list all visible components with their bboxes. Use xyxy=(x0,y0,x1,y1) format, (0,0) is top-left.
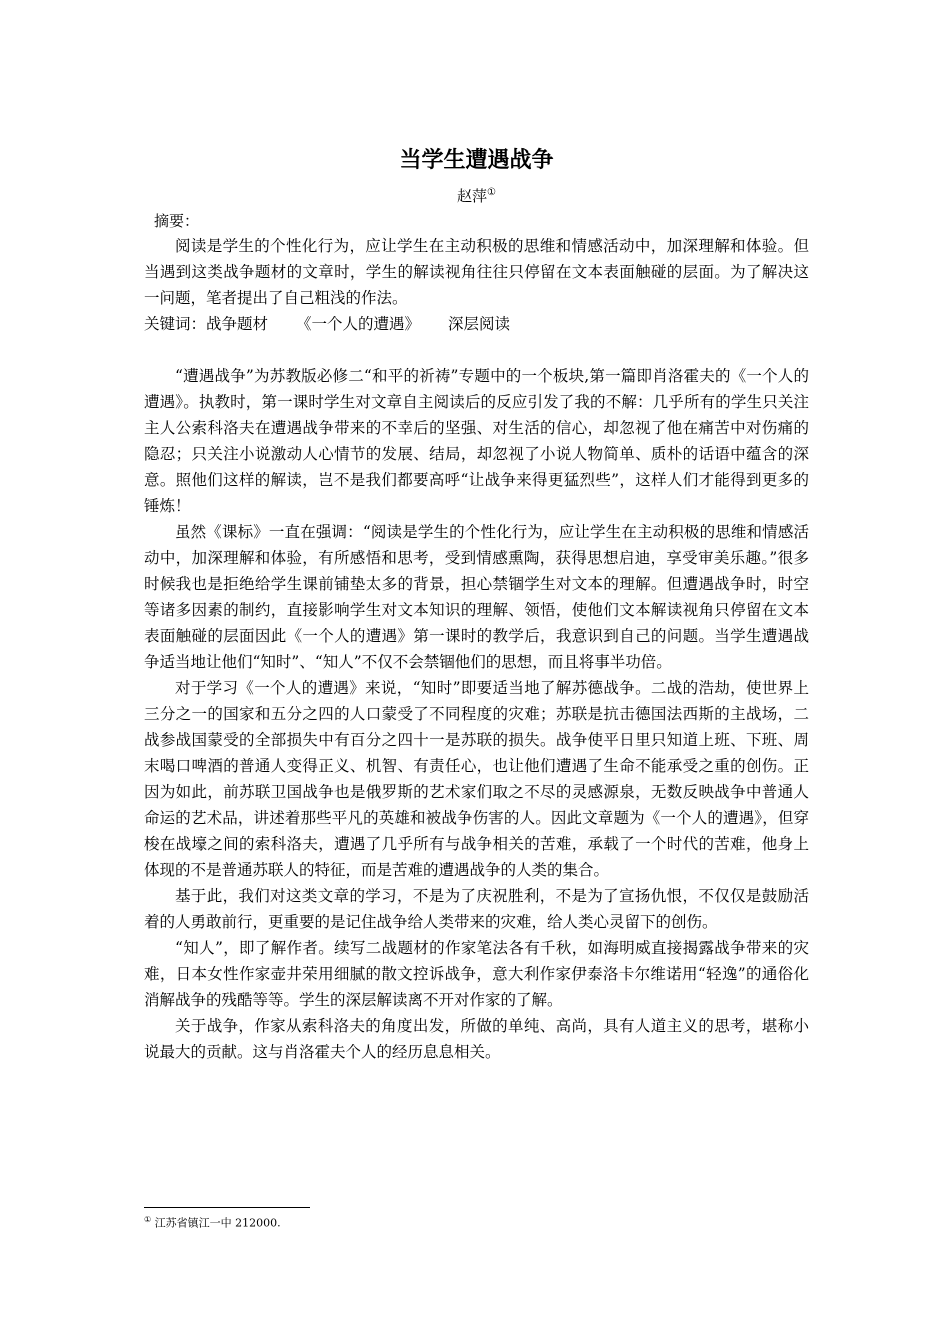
author-note-mark: ① xyxy=(487,187,496,198)
page-title: 当学生遭遇战争 xyxy=(399,148,554,173)
author-line xyxy=(144,182,809,207)
footnote-divider xyxy=(144,1207,310,1208)
keywords-label: 关键词： xyxy=(144,315,207,333)
body-paragraph: 关于战争，作家从索科洛夫的角度出发，所做的单纯、高尚，具有人道主义的思考，堪称小说最大的贡献。这与肖洛霍夫个人的经历息息相关。 xyxy=(144,1017,809,1061)
keywords-line xyxy=(144,311,809,337)
article xyxy=(144,140,809,1065)
body-paragraph: “知人”，即了解作者。续写二战题材的作家笔法各有千秋，如海明威直接揭露战争带来的灾难，日本女性作家壶井荣用细腻的散文控诉战争，意大利作家伊泰洛卡尔维诺用“轻逸”的通俗化消解战争的残酷等等。学生的深层解读离不开对作家的了解。 xyxy=(144,939,809,1009)
author-name: 赵萍 xyxy=(457,187,488,205)
footnote-text: 江苏省镇江一中 212000. xyxy=(154,1216,281,1230)
keyword: 深层阅读 xyxy=(448,315,511,333)
body-paragraph: 对于学习《一个人的遭遇》来说，“知时”即要适当地了解苏德战争。二战的浩劫，使世界上三分之一的国家和五分之四的人口蒙受了不同程度的灾难；苏联是抗击德国法西斯的主战场，二战参战国蒙受的全部损失中有百分之四十一是苏联的损失。战争使平日里只知道上班、下班、周末喝口啤酒的普通人变得正义、机智、有责任心，也让他们遭遇了生命不能承受之重的创伤。正因为如此，前苏联卫国战争也是俄罗斯的艺术家们取之不尽的灵感源泉，无数反映战争中普通人命运的艺术品，讲述着那些平凡的英雄和被战争伤害的人。因此文章题为《一个人的遭遇》，但穿梭在战壕之间的索科洛夫，遭遇了几乎所有与战争相关的苦难，承载了一个时代的苦难，他身上体现的不是普通苏联人的特征，而是苦难的遭遇战争的人类的集合。 xyxy=(144,679,809,879)
footnote-mark: ① xyxy=(144,1215,152,1224)
footnote xyxy=(144,1212,281,1232)
abstract-text: 阅读是学生的个性化行为，应让学生在主动积极的思维和情感活动中，加深理解和体验。但当遇到这类战争题材的文章时，学生的解读视角往往只停留在文本表面触碰的层面。为了解决这一问题，笔者提出了自己粗浅的作法。 xyxy=(144,237,809,307)
keyword: 《一个人的遭遇》 xyxy=(296,315,421,333)
body-paragraph: 虽然《课标》一直在强调：“阅读是学生的个性化行为，应让学生在主动积极的思维和情感活动中，加深理解和体验，有所感悟和思考，受到情感熏陶，获得思想启迪，享受审美乐趣。”很多时候我也是拒绝给学生课前铺垫太多的背景，担心禁锢学生对文本的理解。但遭遇战争时，时空等诸多因素的制约，直接影响学生对文本知识的理解、领悟，使他们文本解读视角只停留在文本表面触碰的层面因此《一个人的遭遇》第一课时的教学后，我意识到自己的问题。当学生遭遇战争适当地让他们“知时”、“知人”不仅不会禁锢他们的思想，而且将事半功倍。 xyxy=(144,523,809,671)
abstract-label: 摘要： xyxy=(154,212,200,230)
keyword: 战争题材 xyxy=(206,315,269,333)
body-paragraph: “遭遇战争”为苏教版必修二“和平的祈祷”专题中的一个板块,第一篇即肖洛霍夫的《一个人的遭遇》。执教时，第一课时学生对文章自主阅读后的反应引发了我的不解：几乎所有的学生只关注主人公索科洛夫在遭遇战争带来的不幸后的坚强、对生活的信心，却忽视了他在痛苦中对伤痛的隐忍；只关注小说激动人心情节的发展、结局，却忽视了小说人物简单、质朴的话语中蕴含的深意。照他们这样的解读，岂不是我们都要高呼“让战争来得更猛烈些”，这样人们才能得到更多的锤炼！ xyxy=(144,367,809,515)
body-paragraph: 基于此，我们对这类文章的学习，不是为了庆祝胜利，不是为了宣扬仇恨，不仅仅是鼓励活着的人勇敢前行，更重要的是记住战争给人类带来的灾难，给人类心灵留下的创伤。 xyxy=(144,887,809,931)
